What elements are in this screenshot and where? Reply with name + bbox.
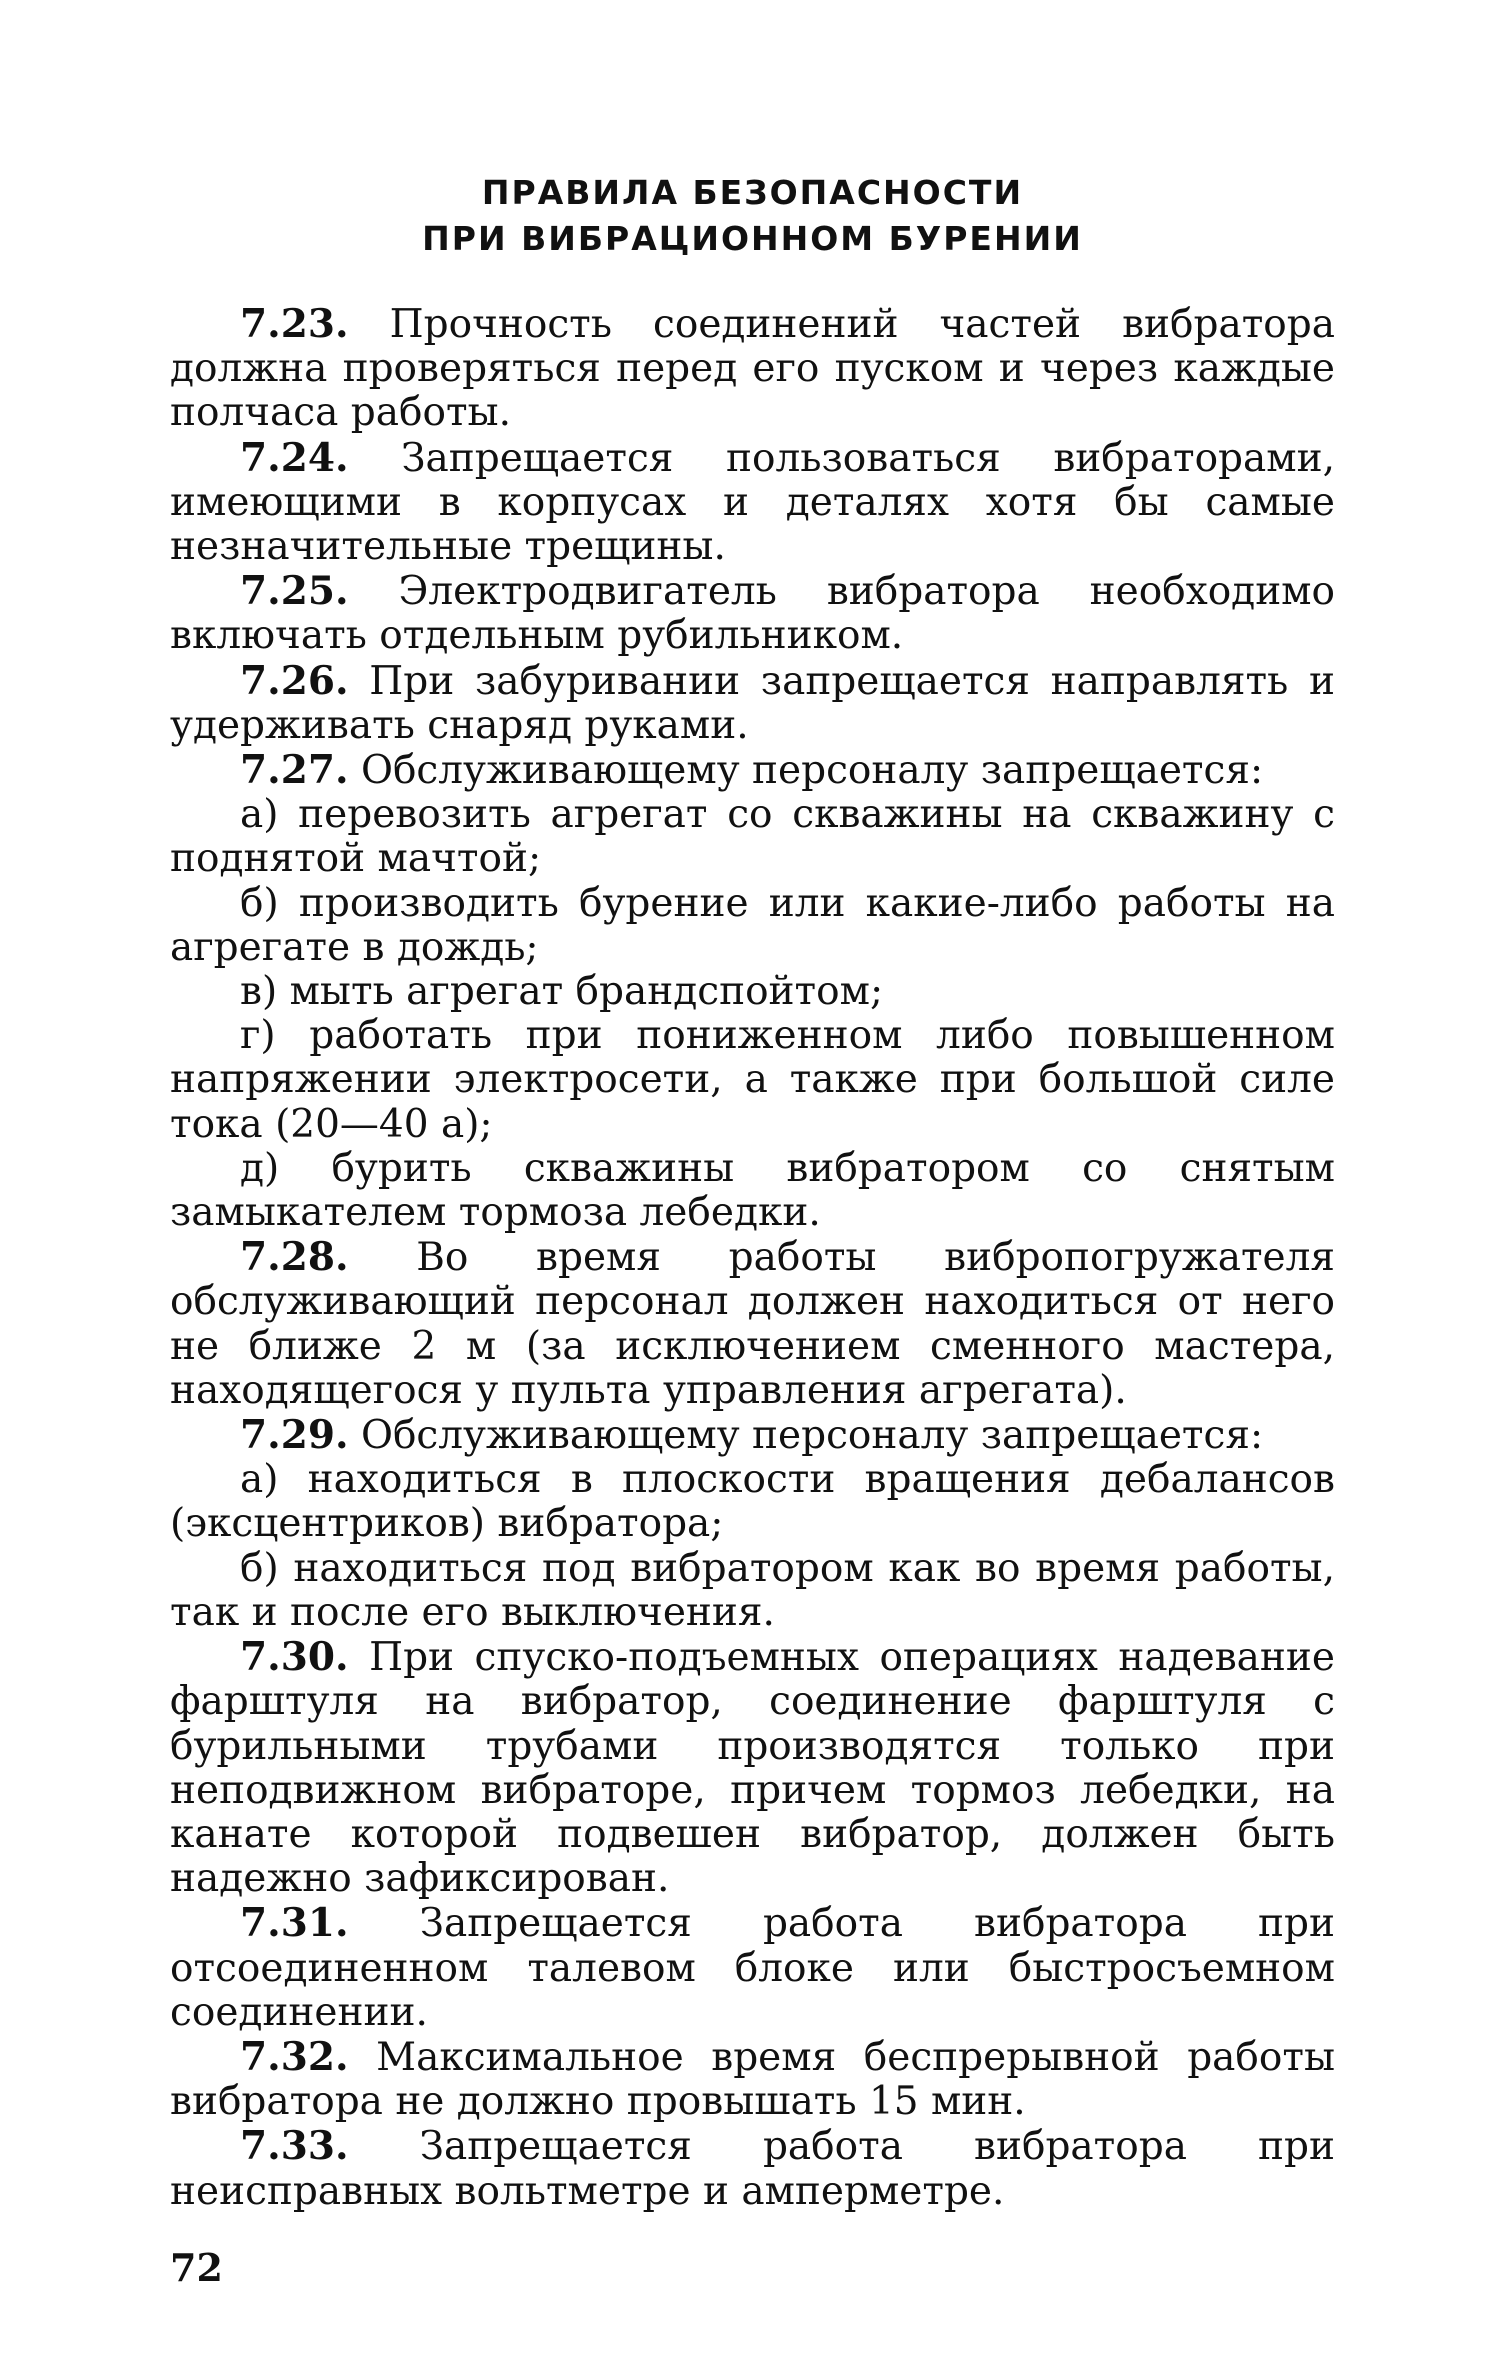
- paragraph-text: При забуривании запрещается направлять и удерживать снаряд руками.: [170, 658, 1335, 748]
- paragraph-7-31: [170, 1901, 1335, 2035]
- title-line-1: ПРАВИЛА БЕЗОПАСНОСТИ: [481, 173, 1024, 212]
- paragraph-text: в) мыть агрегат брандспойтом;: [240, 969, 884, 1015]
- paragraph-text: а) перевозить агрегат со скважины на скважину с поднятой мачтой;: [170, 792, 1335, 882]
- paragraph-text: Запрещается работа вибратора при неисправных вольтметре и амперметре.: [170, 2124, 1335, 2214]
- paragraph-number: 7.29.: [240, 1412, 349, 1459]
- page-content: [170, 170, 1335, 2214]
- page-title: [170, 170, 1335, 262]
- paragraph-7-32: [170, 2035, 1335, 2124]
- list-item-7-27-v: [170, 970, 1335, 1014]
- paragraph-7-26: [170, 659, 1335, 748]
- title-line-2: ПРИ ВИБРАЦИОННОМ БУРЕНИИ: [422, 219, 1083, 258]
- paragraph-text: Запрещается работа вибратора при отсоединенном талевом блоке или быстросъемном соединении.: [170, 1901, 1335, 2035]
- paragraph-number: 7.30.: [240, 1634, 349, 1681]
- paragraph-7-27: [170, 748, 1335, 793]
- paragraph-text: Электродвигатель вибратора необходимо включать отдельным рубильником.: [170, 569, 1335, 659]
- list-item-7-27-b: [170, 882, 1335, 970]
- paragraph-7-23: [170, 302, 1335, 436]
- page-number: 72: [170, 2245, 223, 2290]
- paragraph-text: Прочность соединений частей вибратора должна проверяться перед его пуском и через каждые полчаса работы.: [170, 302, 1335, 436]
- list-item-7-27-a: [170, 793, 1335, 881]
- paragraph-number: 7.32.: [240, 2033, 349, 2080]
- paragraph-text: б) находиться под вибратором как во время работы, так и после его выключения.: [170, 1545, 1335, 1635]
- paragraph-text: Обслуживающему персоналу запрещается:: [348, 1413, 1264, 1459]
- list-item-7-29-b: [170, 1547, 1335, 1635]
- paragraph-text: При спуско-подъемных операциях надевание фарштуля на вибратор, соединение фарштуля с бурильными трубами производятся только при неподвижном вибраторе, причем тормоз лебедки, на канате которой подвешен вибратор, должен быть надежно зафиксирован.: [170, 1635, 1335, 1902]
- paragraph-text: Максимальное время беспрерывной работы вибратора не должно провышать 15 мин.: [170, 2034, 1335, 2125]
- paragraph-text: б) производить бурение или какие-либо работы на агрегате в дождь;: [170, 880, 1335, 970]
- paragraph-text: Во время работы вибропогружателя обслуживающий персонал должен находиться от него не ближе 2 м (за исключением сменного мастера, находящегося у пульта управления агрегата).: [170, 1235, 1335, 1413]
- body-text: [170, 302, 1335, 2214]
- paragraph-number: 7.27.: [240, 747, 349, 794]
- list-item-7-27-g: [170, 1014, 1335, 1147]
- paragraph-7-33: [170, 2124, 1335, 2213]
- paragraph-number: 7.25.: [240, 568, 349, 615]
- paragraph-number: 7.24.: [240, 434, 349, 481]
- paragraph-7-30: [170, 1635, 1335, 1901]
- paragraph-number: 7.28.: [240, 1234, 349, 1281]
- paragraph-number: 7.23.: [240, 301, 349, 347]
- paragraph-text: Обслуживающему персоналу запрещается:: [348, 748, 1264, 794]
- paragraph-7-24: [170, 436, 1335, 570]
- paragraph-7-25: [170, 569, 1335, 658]
- paragraph-number: 7.26.: [240, 657, 349, 704]
- list-item-7-29-a: [170, 1458, 1335, 1546]
- paragraph-7-29: [170, 1413, 1335, 1458]
- list-item-7-27-d: [170, 1147, 1335, 1235]
- paragraph-number: 7.31.: [240, 1900, 349, 1947]
- paragraph-7-28: [170, 1235, 1335, 1413]
- paragraph-text: г) работать при пониженном либо повышенном напряжении электросети, а также при большой силе тока (20—40 а);: [170, 1013, 1335, 1147]
- paragraph-text: а) находиться в плоскости вращения дебалансов (эксцентриков) вибратора;: [170, 1457, 1335, 1547]
- paragraph-text: д) бурить скважины вибратором со снятым замыкателем тормоза лебедки.: [170, 1145, 1335, 1236]
- paragraph-text: Запрещается пользоваться вибраторами, имеющими в корпусах и деталях хотя бы самые незначительные трещины.: [170, 435, 1335, 570]
- paragraph-number: 7.33.: [240, 2123, 349, 2170]
